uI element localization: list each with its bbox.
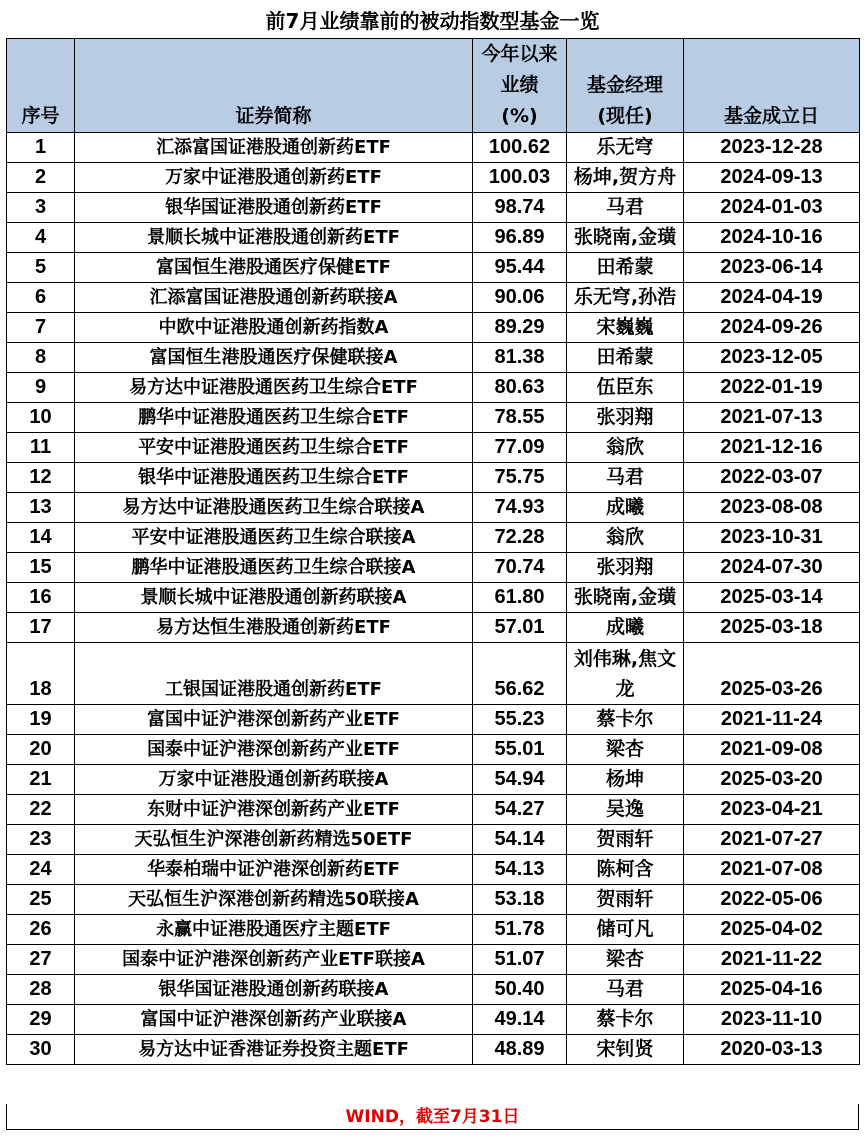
row-index: 9: [7, 373, 75, 403]
row-manager: 张晓南,金璜: [567, 223, 684, 253]
row-fund-name: 万家中证港股通创新药ETF: [75, 163, 473, 193]
row-manager: 陈柯含: [567, 855, 684, 885]
row-index: 22: [7, 795, 75, 825]
header-inception: 基金成立日: [684, 39, 860, 133]
row-index: 1: [7, 133, 75, 163]
row-manager: 储可凡: [567, 915, 684, 945]
source-note: WIND，截至7月31日: [6, 1104, 859, 1130]
table-row: [7, 223, 860, 253]
table-row: [7, 643, 860, 705]
row-manager: 杨坤: [567, 765, 684, 795]
row-manager: 贺雨轩: [567, 885, 684, 915]
row-inception-date: 2022-05-06: [684, 885, 860, 915]
header-manager: [567, 39, 684, 133]
table-row: [7, 163, 860, 193]
row-inception-date: 2021-11-22: [684, 945, 860, 975]
table-row: [7, 313, 860, 343]
row-index: 17: [7, 613, 75, 643]
row-index: 19: [7, 705, 75, 735]
row-manager: 杨坤,贺方舟: [567, 163, 684, 193]
row-inception-date: 2023-12-28: [684, 133, 860, 163]
row-fund-name: 易方达恒生港股通创新药ETF: [75, 613, 473, 643]
row-inception-date: 2024-04-19: [684, 283, 860, 313]
row-index: 12: [7, 463, 75, 493]
row-ytd-return: 100.62: [473, 133, 567, 163]
row-index: 16: [7, 583, 75, 613]
row-manager: 宋钊贤: [567, 1035, 684, 1065]
table-row: [7, 373, 860, 403]
row-fund-name: 平安中证港股通医药卫生综合ETF: [75, 433, 473, 463]
row-fund-name: 汇添富国证港股通创新药联接A: [75, 283, 473, 313]
row-ytd-return: 77.09: [473, 433, 567, 463]
table-row: [7, 133, 860, 163]
row-index: 30: [7, 1035, 75, 1065]
row-ytd-return: 56.62: [473, 643, 567, 705]
row-inception-date: 2025-03-18: [684, 613, 860, 643]
row-inception-date: 2025-03-26: [684, 643, 860, 705]
row-manager: 蔡卡尔: [567, 705, 684, 735]
row-manager: 梁杏: [567, 735, 684, 765]
table-row: [7, 493, 860, 523]
row-ytd-return: 54.94: [473, 765, 567, 795]
row-inception-date: 2025-03-20: [684, 765, 860, 795]
row-index: 18: [7, 643, 75, 705]
row-inception-date: 2021-07-13: [684, 403, 860, 433]
row-inception-date: 2021-12-16: [684, 433, 860, 463]
row-index: 14: [7, 523, 75, 553]
row-index: 25: [7, 885, 75, 915]
row-fund-name: 天弘恒生沪深港创新药精选50ETF: [75, 825, 473, 855]
table-row: [7, 885, 860, 915]
row-fund-name: 华泰柏瑞中证沪港深创新药ETF: [75, 855, 473, 885]
row-inception-date: 2023-11-10: [684, 1005, 860, 1035]
row-inception-date: 2025-03-14: [684, 583, 860, 613]
row-inception-date: 2025-04-16: [684, 975, 860, 1005]
table-row: [7, 945, 860, 975]
row-index: 20: [7, 735, 75, 765]
table-row: [7, 403, 860, 433]
header-ytd: [473, 39, 567, 133]
table-row: [7, 975, 860, 1005]
table-row: [7, 253, 860, 283]
row-ytd-return: 96.89: [473, 223, 567, 253]
row-inception-date: 2024-09-26: [684, 313, 860, 343]
row-index: 5: [7, 253, 75, 283]
row-ytd-return: 81.38: [473, 343, 567, 373]
row-fund-name: 鹏华中证港股通医药卫生综合ETF: [75, 403, 473, 433]
table-row: [7, 463, 860, 493]
header-manager-line1: 基金经理: [586, 74, 663, 96]
row-ytd-return: 51.78: [473, 915, 567, 945]
row-manager: 田希蒙: [567, 343, 684, 373]
row-ytd-return: 72.28: [473, 523, 567, 553]
row-fund-name: 鹏华中证港股通医药卫生综合联接A: [75, 553, 473, 583]
fund-table: [6, 38, 860, 1065]
row-fund-name: 富国中证沪港深创新药产业ETF: [75, 705, 473, 735]
row-ytd-return: 95.44: [473, 253, 567, 283]
row-index: 27: [7, 945, 75, 975]
row-manager: 宋巍巍: [567, 313, 684, 343]
row-inception-date: 2021-07-08: [684, 855, 860, 885]
row-ytd-return: 49.14: [473, 1005, 567, 1035]
row-inception-date: 2021-11-24: [684, 705, 860, 735]
table-title: 前7月业绩靠前的被动指数型基金一览: [265, 9, 600, 33]
row-inception-date: 2021-09-08: [684, 735, 860, 765]
table-row: [7, 795, 860, 825]
table-row: [7, 553, 860, 583]
row-fund-name: 易方达中证港股通医药卫生综合ETF: [75, 373, 473, 403]
header-index: 序号: [7, 39, 75, 133]
table-row: [7, 1035, 860, 1065]
row-ytd-return: 53.18: [473, 885, 567, 915]
row-manager: 成曦: [567, 613, 684, 643]
row-inception-date: 2023-08-08: [684, 493, 860, 523]
row-inception-date: 2023-04-21: [684, 795, 860, 825]
row-inception-date: 2024-09-13: [684, 163, 860, 193]
row-ytd-return: 54.14: [473, 825, 567, 855]
table-row: [7, 855, 860, 885]
row-fund-name: 景顺长城中证港股通创新药ETF: [75, 223, 473, 253]
row-index: 4: [7, 223, 75, 253]
row-ytd-return: 78.55: [473, 403, 567, 433]
header-ytd-line2: 业绩: [500, 74, 539, 96]
header-name: 证券简称: [75, 39, 473, 133]
row-ytd-return: 70.74: [473, 553, 567, 583]
table-row: [7, 735, 860, 765]
row-index: 7: [7, 313, 75, 343]
row-inception-date: 2025-04-02: [684, 915, 860, 945]
row-manager: 马君: [567, 975, 684, 1005]
row-fund-name: 东财中证沪港深创新药产业ETF: [75, 795, 473, 825]
header-ytd-line3: (%): [501, 105, 538, 127]
row-fund-name: 中欧中证港股通创新药指数A: [75, 313, 473, 343]
row-index: 21: [7, 765, 75, 795]
row-manager: 蔡卡尔: [567, 1005, 684, 1035]
row-index: 8: [7, 343, 75, 373]
header-manager-line2: (现任): [597, 105, 653, 127]
row-manager: 梁杏: [567, 945, 684, 975]
table-header: [7, 39, 860, 133]
row-index: 13: [7, 493, 75, 523]
row-manager: 乐无穹: [567, 133, 684, 163]
row-inception-date: 2024-07-30: [684, 553, 860, 583]
row-ytd-return: 89.29: [473, 313, 567, 343]
table-row: [7, 825, 860, 855]
row-ytd-return: 80.63: [473, 373, 567, 403]
table-row: [7, 1005, 860, 1035]
table-row: [7, 583, 860, 613]
row-ytd-return: 57.01: [473, 613, 567, 643]
row-manager: 张晓南,金璜: [567, 583, 684, 613]
row-fund-name: 汇添富国证港股通创新药ETF: [75, 133, 473, 163]
row-fund-name: 银华国证港股通创新药ETF: [75, 193, 473, 223]
row-inception-date: 2024-01-03: [684, 193, 860, 223]
row-manager: 刘伟琳,焦文龙: [567, 643, 684, 705]
row-index: 28: [7, 975, 75, 1005]
row-index: 3: [7, 193, 75, 223]
table-row: [7, 433, 860, 463]
row-fund-name: 景顺长城中证港股通创新药联接A: [75, 583, 473, 613]
table-row: [7, 613, 860, 643]
row-ytd-return: 75.75: [473, 463, 567, 493]
row-index: 11: [7, 433, 75, 463]
table-row: [7, 915, 860, 945]
row-fund-name: 易方达中证香港证券投资主题ETF: [75, 1035, 473, 1065]
table-row: [7, 765, 860, 795]
header-row: [7, 39, 860, 133]
row-ytd-return: 51.07: [473, 945, 567, 975]
row-manager: 翁欣: [567, 433, 684, 463]
row-ytd-return: 50.40: [473, 975, 567, 1005]
row-manager: 吴逸: [567, 795, 684, 825]
table-row: [7, 523, 860, 553]
table-row: [7, 193, 860, 223]
row-fund-name: 富国恒生港股通医疗保健ETF: [75, 253, 473, 283]
row-manager: 张羽翔: [567, 403, 684, 433]
row-manager: 马君: [567, 463, 684, 493]
row-ytd-return: 100.03: [473, 163, 567, 193]
row-manager: 伍臣东: [567, 373, 684, 403]
row-inception-date: 2022-01-19: [684, 373, 860, 403]
row-fund-name: 富国恒生港股通医疗保健联接A: [75, 343, 473, 373]
row-index: 10: [7, 403, 75, 433]
table-row: [7, 283, 860, 313]
row-index: 15: [7, 553, 75, 583]
row-manager: 乐无穹,孙浩: [567, 283, 684, 313]
row-index: 6: [7, 283, 75, 313]
row-inception-date: 2021-07-27: [684, 825, 860, 855]
row-ytd-return: 54.27: [473, 795, 567, 825]
row-fund-name: 天弘恒生沪深港创新药精选50联接A: [75, 885, 473, 915]
row-fund-name: 国泰中证沪港深创新药产业ETF: [75, 735, 473, 765]
row-ytd-return: 74.93: [473, 493, 567, 523]
row-inception-date: 2024-10-16: [684, 223, 860, 253]
row-fund-name: 平安中证港股通医药卫生综合联接A: [75, 523, 473, 553]
row-manager: 马君: [567, 193, 684, 223]
row-fund-name: 工银国证港股通创新药ETF: [75, 643, 473, 705]
row-ytd-return: 61.80: [473, 583, 567, 613]
row-inception-date: 2023-10-31: [684, 523, 860, 553]
row-index: 2: [7, 163, 75, 193]
row-fund-name: 永赢中证港股通医疗主题ETF: [75, 915, 473, 945]
header-ytd-line1: 今年以来: [481, 43, 558, 65]
row-ytd-return: 48.89: [473, 1035, 567, 1065]
table-row: [7, 705, 860, 735]
row-fund-name: 易方达中证港股通医药卫生综合联接A: [75, 493, 473, 523]
row-inception-date: 2022-03-07: [684, 463, 860, 493]
row-inception-date: 2023-12-05: [684, 343, 860, 373]
row-manager: 贺雨轩: [567, 825, 684, 855]
row-index: 26: [7, 915, 75, 945]
row-fund-name: 万家中证港股通创新药联接A: [75, 765, 473, 795]
row-manager: 翁欣: [567, 523, 684, 553]
row-index: 24: [7, 855, 75, 885]
table-row: [7, 343, 860, 373]
row-ytd-return: 98.74: [473, 193, 567, 223]
row-ytd-return: 90.06: [473, 283, 567, 313]
row-inception-date: 2020-03-13: [684, 1035, 860, 1065]
row-fund-name: 国泰中证沪港深创新药产业ETF联接A: [75, 945, 473, 975]
table-body: [7, 133, 860, 1065]
row-fund-name: 富国中证沪港深创新药产业联接A: [75, 1005, 473, 1035]
row-inception-date: 2023-06-14: [684, 253, 860, 283]
row-ytd-return: 55.01: [473, 735, 567, 765]
row-fund-name: 银华中证港股通医药卫生综合ETF: [75, 463, 473, 493]
row-index: 29: [7, 1005, 75, 1035]
row-fund-name: 银华国证港股通创新药联接A: [75, 975, 473, 1005]
row-manager: 张羽翔: [567, 553, 684, 583]
row-manager: 成曦: [567, 493, 684, 523]
row-ytd-return: 55.23: [473, 705, 567, 735]
row-manager: 田希蒙: [567, 253, 684, 283]
row-index: 23: [7, 825, 75, 855]
row-ytd-return: 54.13: [473, 855, 567, 885]
